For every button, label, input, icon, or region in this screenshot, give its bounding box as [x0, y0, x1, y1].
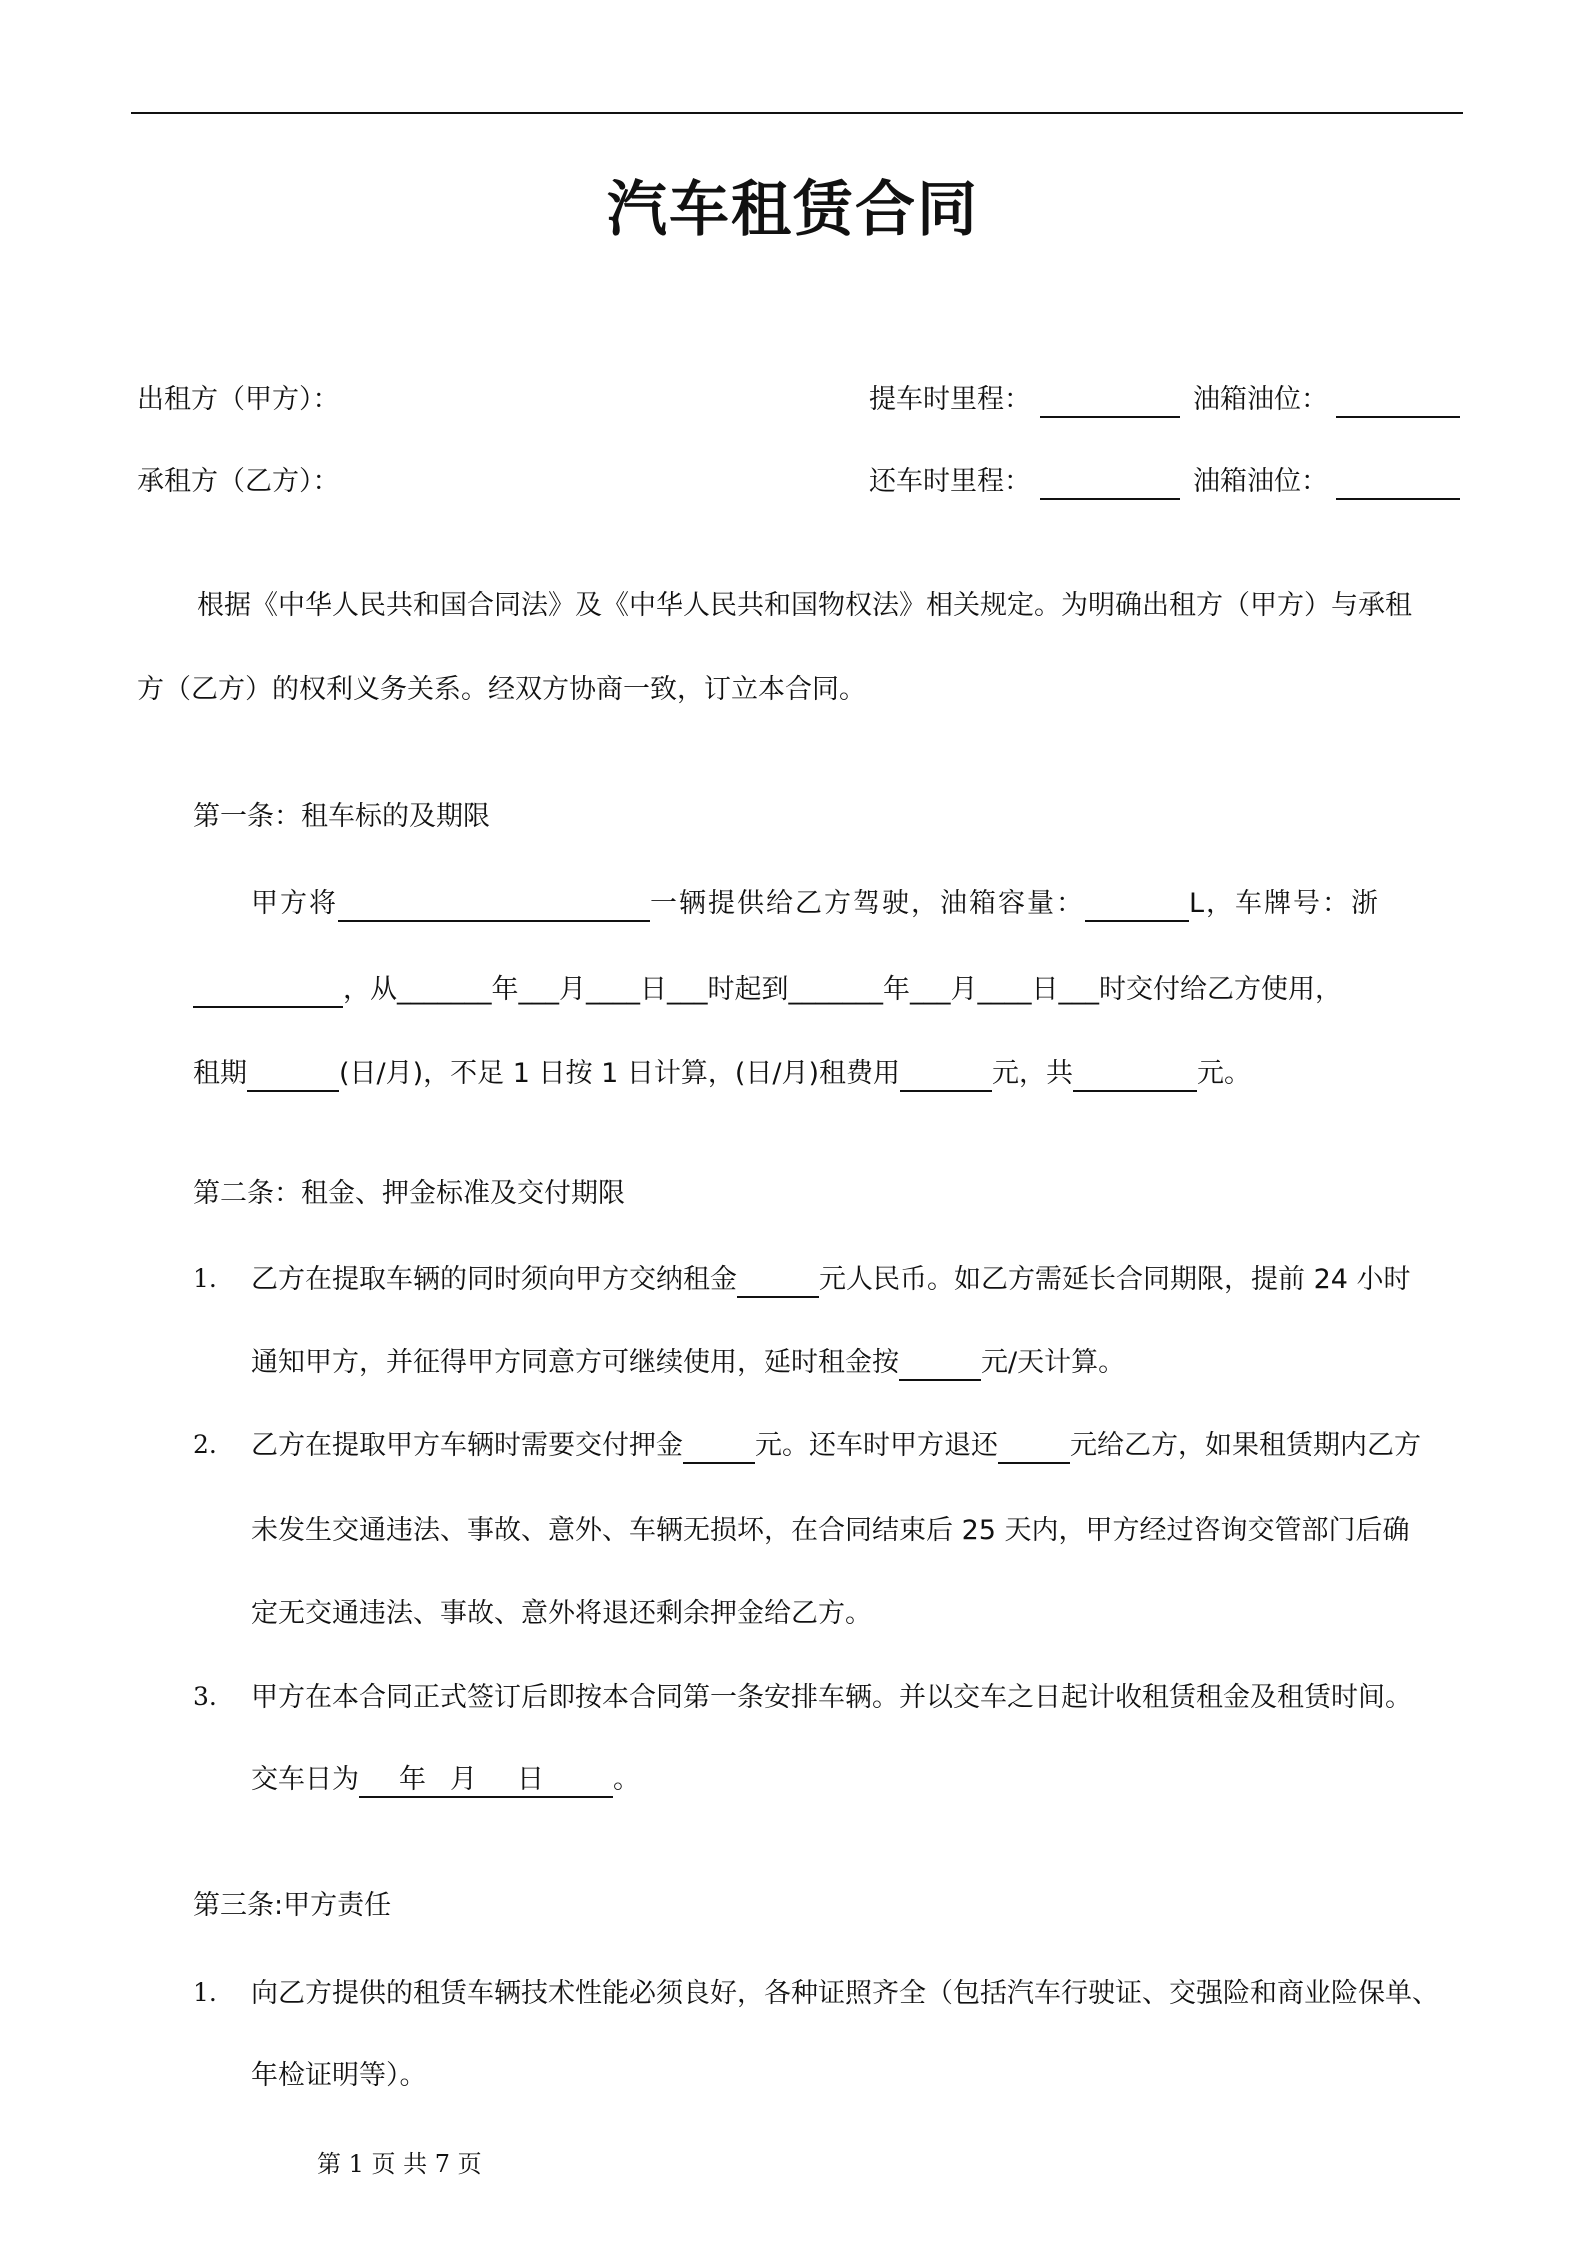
article-1-text: 一辆提供给乙方驾驶，油箱容量： [650, 888, 1085, 919]
pickup-mileage-blank[interactable] [1040, 386, 1180, 418]
article-3-item-1-line-1: 向乙方提供的租赁车辆技术性能必须良好，各种证照齐全（包括汽车行驶证、交强险和商业险保单、 [251, 1978, 1439, 2009]
article-2-text: 通知甲方，并征得甲方同意方可继续使用，延时租金按 [251, 1347, 899, 1378]
rental-term-blank[interactable] [247, 1060, 339, 1092]
article-1-text: (日/月)，不足 1 日按 1 日计算，(日/月)租费用 [339, 1058, 901, 1089]
article-1-period-text: ，从_______年___月____日___时起到_______年___月____日___时交付给乙方使用， [343, 974, 1342, 1005]
page-number-footer: 第 1 页 共 7 页 [317, 2150, 482, 2178]
pickup-fuel-label: 油箱油位： [1193, 384, 1328, 415]
plate-number-blank[interactable] [193, 976, 343, 1008]
overtime-rent-blank[interactable] [899, 1349, 981, 1381]
return-fuel-label: 油箱油位： [1193, 466, 1328, 497]
article-2-text: 。 [613, 1764, 640, 1795]
article-1-line-1 [251, 886, 1380, 922]
article-2-heading: 第二条：租金、押金标准及交付期限 [193, 1178, 625, 1209]
day-label: 日 [517, 1764, 544, 1795]
article-1-text: 元，共 [992, 1058, 1074, 1089]
lessor-label: 出租方（甲方）： [137, 384, 340, 415]
article-2-item-2-line-2: 未发生交通违法、事故、意外、车辆无损坏，在合同结束后 25 天内，甲方经过咨询交管部门后确 [251, 1515, 1410, 1546]
article-1-text: 元。 [1197, 1058, 1252, 1089]
article-2-item-2-line-1 [251, 1428, 1421, 1464]
preamble-line-1: 根据《中华人民共和国合同法》及《中华人民共和国物权法》相关规定。为明确出租方（甲方）与承租 [197, 590, 1412, 621]
article-1-line-3 [193, 1056, 1251, 1092]
article-2-item-1-number: 1. [193, 1264, 217, 1293]
article-1-text: 甲方将 [251, 888, 338, 919]
article-2-item-2-number: 2. [193, 1430, 217, 1459]
delivery-date-blank[interactable] [359, 1762, 613, 1798]
article-3-heading: 第三条:甲方责任 [193, 1890, 392, 1921]
article-1-line-2 [193, 972, 1342, 1008]
article-2-item-3-line-2 [251, 1762, 640, 1798]
deposit-refund-blank[interactable] [998, 1432, 1070, 1464]
lessee-label: 承租方（乙方）： [137, 466, 340, 497]
article-1-heading: 第一条：租车标的及期限 [193, 801, 490, 832]
pickup-fuel-blank[interactable] [1336, 386, 1460, 418]
header-rule [131, 112, 1463, 114]
article-2-item-3-line-1: 甲方在本合同正式签订后即按本合同第一条安排车辆。并以交车之日起计收租赁租金及租赁时间。 [251, 1682, 1412, 1713]
article-2-item-3-number: 3. [193, 1682, 217, 1711]
article-2-item-1-line-1 [251, 1262, 1411, 1298]
month-label: 月 [450, 1764, 477, 1795]
tank-capacity-blank[interactable] [1085, 890, 1189, 922]
vehicle-model-blank[interactable] [338, 890, 650, 922]
year-label: 年 [399, 1764, 426, 1795]
pickup-mileage-label: 提车时里程： [869, 384, 1031, 415]
return-fuel-blank[interactable] [1336, 468, 1460, 500]
article-3-item-1-line-2: 年检证明等）。 [251, 2060, 427, 2091]
article-2-item-2-line-3: 定无交通违法、事故、意外将退还剩余押金给乙方。 [251, 1598, 872, 1629]
article-2-text: 乙方在提取甲方车辆时需要交付押金 [251, 1430, 683, 1461]
deposit-blank[interactable] [683, 1432, 755, 1464]
article-2-text: 元。还车时甲方退还 [755, 1430, 998, 1461]
article-3-item-1-number: 1. [193, 1978, 217, 2007]
article-1-text: 租期 [193, 1058, 247, 1089]
preamble-line-2: 方（乙方）的权利义务关系。经双方协商一致，订立本合同。 [137, 674, 866, 705]
article-2-text: 元给乙方，如果租赁期内乙方 [1070, 1430, 1421, 1461]
return-mileage-blank[interactable] [1040, 468, 1180, 500]
article-2-text: 元/天计算。 [981, 1347, 1126, 1378]
rent-amount-blank[interactable] [737, 1266, 819, 1298]
article-2-text: 乙方在提取车辆的同时须向甲方交纳租金 [251, 1264, 737, 1295]
daily-fee-blank[interactable] [900, 1060, 992, 1092]
total-fee-blank[interactable] [1073, 1060, 1197, 1092]
article-2-item-1-line-2 [251, 1345, 1125, 1381]
article-1-text: L，车牌号：浙 [1189, 888, 1381, 919]
article-2-text: 交车日为 [251, 1764, 359, 1795]
return-mileage-label: 还车时里程： [869, 466, 1031, 497]
article-2-text: 元人民币。如乙方需延长合同期限，提前 24 小时 [819, 1264, 1411, 1295]
document-title: 汽车租赁合同 [607, 175, 979, 245]
